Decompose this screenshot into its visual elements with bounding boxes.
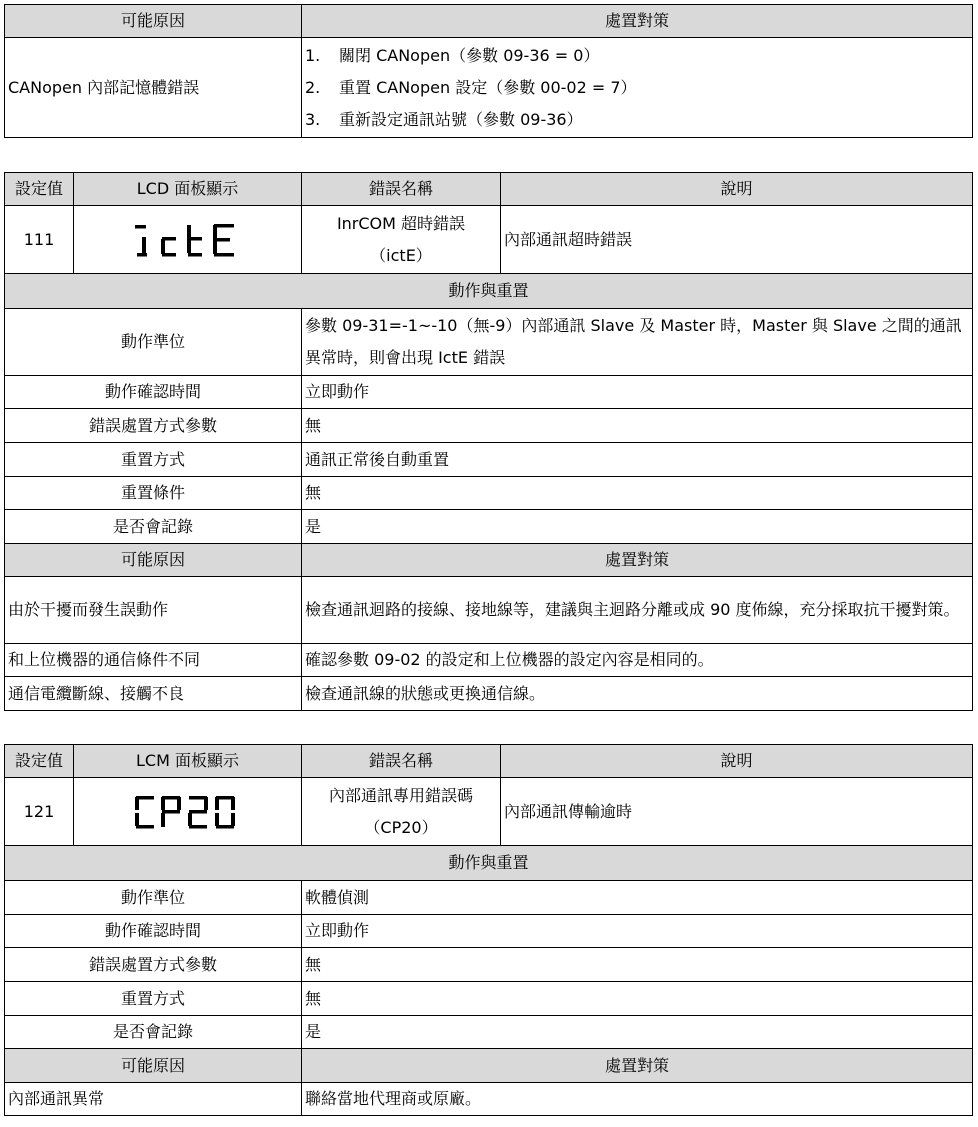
row-value: 軟體偵測 <box>302 881 973 915</box>
row-label: 錯誤處置方式參數 <box>5 409 302 443</box>
row-value: 無 <box>302 948 973 982</box>
section-title: 動作與重置 <box>5 846 973 881</box>
row-value: 參數 09-31=-1~-10（無-9）內部通訊 Slave 及 Master 時，Master 與 Slave 之間的通訊異常時，則會出現 IctE 錯誤 <box>302 309 973 376</box>
lcd-segment-display <box>128 787 248 837</box>
header-desc: 說明 <box>501 173 973 206</box>
row-value: 是 <box>302 1016 973 1049</box>
action-item: 1. 關閉 CANopen（參數 09-36 = 0） <box>305 45 600 65</box>
cause-header: 可能原因 <box>5 1049 302 1083</box>
header-code: 設定值 <box>5 173 74 206</box>
row-value: 立即動作 <box>302 915 973 948</box>
row-value: 無 <box>302 982 973 1016</box>
row-label: 動作準位 <box>5 881 302 915</box>
row-label: 錯誤處置方式參數 <box>5 948 302 982</box>
error-abbr: （CP20） <box>364 817 438 837</box>
section-title: 動作與重置 <box>5 274 973 309</box>
row-value: 無 <box>302 409 973 443</box>
header-display: LCD 面板顯示 <box>74 173 302 206</box>
action-header: 處置對策 <box>302 544 973 577</box>
action-cell: 聯絡當地代理商或原廠。 <box>302 1083 973 1116</box>
cause-header: 可能原因 <box>5 544 302 577</box>
header-name: 錯誤名稱 <box>302 745 501 778</box>
action-cell: 確認參數 09-02 的設定和上位機器的設定內容是相同的。 <box>302 644 973 677</box>
row-label: 動作確認時間 <box>5 915 302 948</box>
error-name: InrCOM 超時錯誤 <box>336 213 466 233</box>
lcd-text-value <box>188 837 189 838</box>
action-header: 處置對策 <box>302 5 973 38</box>
header-desc: 說明 <box>501 745 973 778</box>
row-value: 是 <box>302 510 973 544</box>
lcd-text-value <box>188 265 189 266</box>
lcd-glyphs <box>135 224 234 257</box>
action-list <box>302 38 973 138</box>
action-item: 3. 重新設定通訊站號（參數 09-36） <box>305 109 583 129</box>
row-label: 動作準位 <box>5 309 302 376</box>
row-value: 無 <box>302 477 973 510</box>
code-cell: 111 <box>5 206 74 274</box>
cause-cell: CANopen 內部記憶體錯誤 <box>5 38 302 138</box>
error-abbr: （ictE） <box>370 245 432 265</box>
row-value: 立即動作 <box>302 376 973 409</box>
row-label: 重置條件 <box>5 477 302 510</box>
row-label: 重置方式 <box>5 982 302 1016</box>
error-111-table <box>4 172 973 711</box>
action-header: 處置對策 <box>302 1049 973 1083</box>
header-display: LCM 面板顯示 <box>74 745 302 778</box>
cause-cell: 和上位機器的通信條件不同 <box>5 644 302 677</box>
code-cell: 121 <box>5 778 74 846</box>
row-label: 是否會記錄 <box>5 1016 302 1049</box>
action-item: 2. 重置 CANopen 設定（參數 00-02 = 7） <box>305 77 637 97</box>
row-label: 重置方式 <box>5 443 302 477</box>
cause-cell: 內部通訊異常 <box>5 1083 302 1116</box>
row-label: 是否會記錄 <box>5 510 302 544</box>
lcd-display-cell <box>74 778 302 846</box>
canopen-memory-error-table <box>4 4 973 138</box>
header-name: 錯誤名稱 <box>302 173 501 206</box>
error-name: 內部通訊專用錯誤碼 <box>328 785 473 805</box>
lcd-display-cell <box>74 206 302 274</box>
cause-header: 可能原因 <box>5 5 302 38</box>
action-cell: 檢查通訊線的狀態或更換通信線。 <box>302 677 973 711</box>
cause-cell: 由於干擾而發生誤動作 <box>5 577 302 644</box>
description-cell: 內部通訊超時錯誤 <box>501 206 973 274</box>
lcd-segment-display <box>128 215 248 265</box>
description-cell: 內部通訊傳輸逾時 <box>501 778 973 846</box>
error-121-table <box>4 744 973 1116</box>
row-label: 動作確認時間 <box>5 376 302 409</box>
header-code: 設定值 <box>5 745 74 778</box>
cause-cell: 通信電纜斷線、接觸不良 <box>5 677 302 711</box>
error-name-cell <box>302 206 501 274</box>
error-name-cell <box>302 778 501 846</box>
lcd-glyphs <box>135 796 235 829</box>
row-value: 通訊正常後自動重置 <box>302 443 973 477</box>
action-cell: 檢查通訊迴路的接線、接地線等，建議與主迴路分離或成 90 度佈線，充分採取抗干擾對策。 <box>302 577 973 644</box>
